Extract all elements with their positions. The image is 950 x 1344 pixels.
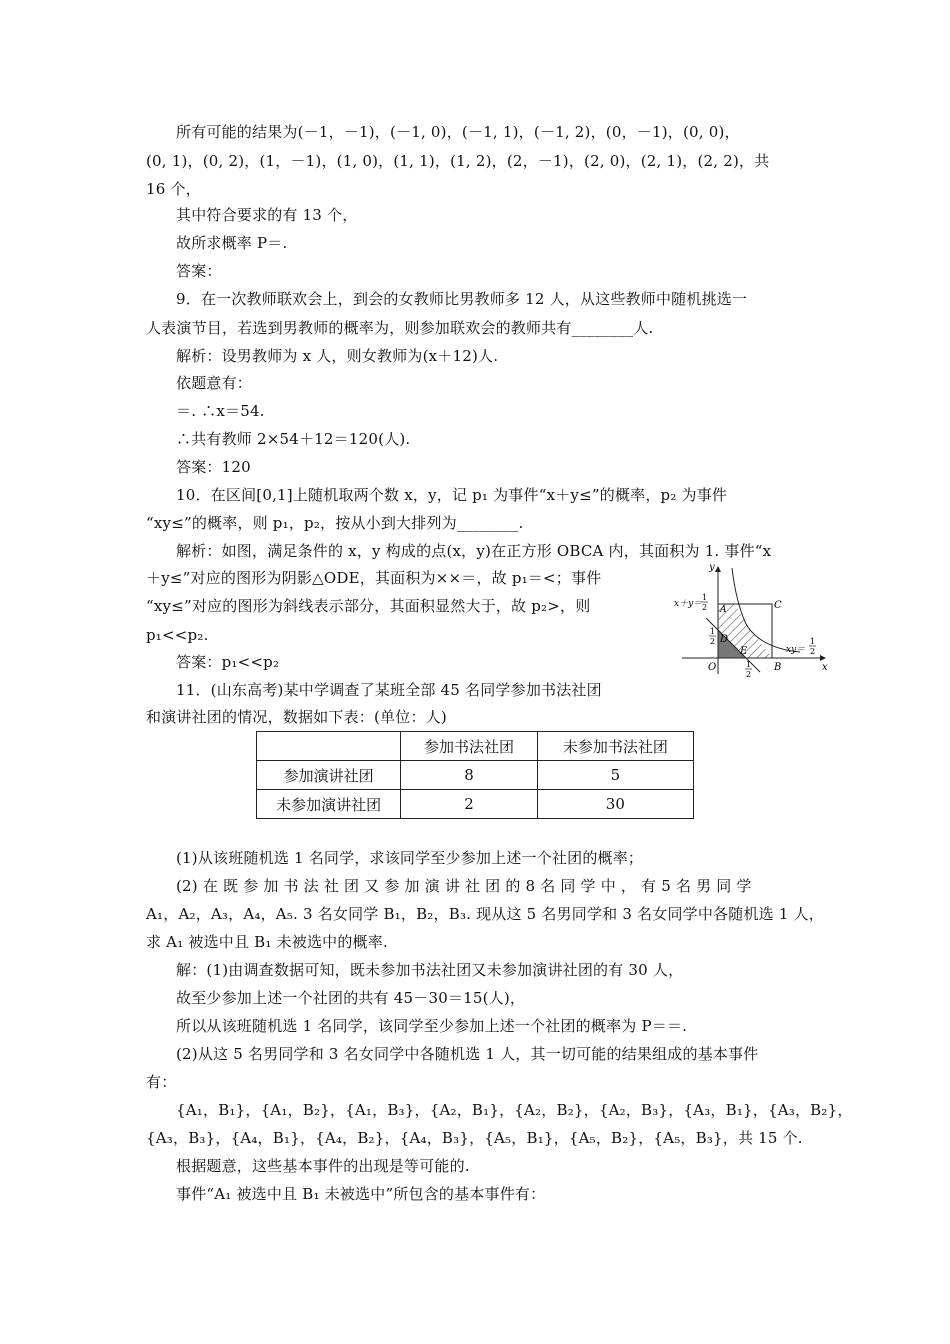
fraction-numerator: 1 <box>702 593 708 602</box>
fraction-denominator: 2 <box>710 637 716 646</box>
text-line: A₁，A₂，A₃，A₄，A₅. 3 名女同学 B₁，B₂，B₃. 现从这 5 名男同学和 3 名女同学中各随机选 1 人， <box>146 905 824 923</box>
fraction-numerator: 1 <box>746 660 752 669</box>
text-line: (2) 在 既 参 加 书 法 社 团 又 参 加 演 讲 社 团 的 8 名 同 学 中 ， 有 5 名 男 同 学 <box>176 877 752 895</box>
fraction-numerator: 1 <box>810 637 816 646</box>
text-line: 故所求概率 P＝. <box>176 234 288 252</box>
text-line: 答案：p₁<<p₂ <box>176 653 280 671</box>
text-line: 其中符合要求的有 13 个， <box>176 206 358 224</box>
table-cell: 未参加演讲社团 <box>257 790 401 819</box>
origin-label: O <box>708 662 717 673</box>
fraction-numerator: 1 <box>710 627 716 636</box>
line-label: x＋y＝ <box>674 599 703 609</box>
y-axis-arrow-icon <box>715 566 721 572</box>
text-line: 答案：120 <box>176 458 251 476</box>
table-cell: 30 <box>537 790 693 819</box>
text-line: {A₁，B₁}，{A₁，B₂}，{A₁，B₃}，{A₂，B₁}，{A₂，B₂}，{A₂，B₃}，{A₃，B₁}，{A₃，B₂}， <box>176 1101 853 1119</box>
unit-square-figure <box>674 562 834 680</box>
text-line: 解析：如图，满足条件的 x，y 构成的点(x，y)在正方形 OBCA 内，其面积为 1. 事件“x <box>176 542 772 560</box>
point-B-label: B <box>774 662 782 673</box>
text-line: “xy≤”的概率，则 p₁，p₂，按从小到大排列为________. <box>146 514 524 532</box>
text-line: 求 A₁ 被选中且 B₁ 未被选中的概率. <box>146 933 388 951</box>
text-line: 故至少参加上述一个社团的共有 45－30＝15(人)， <box>176 989 526 1007</box>
text-line: ∴共有教师 2×54＋12＝120(人). <box>176 430 411 448</box>
text-line: (0, 1)，(0, 2)，(1，－1)，(1, 0)，(1, 1)，(1, 2)，(2，－1)，(2, 0)，(2, 1)，(2, 2)，共 <box>146 152 770 170</box>
x-label: x <box>822 662 828 673</box>
point-D-label: D <box>720 634 729 645</box>
table-header-row <box>257 732 694 761</box>
curve-label: xy＝ <box>786 645 806 655</box>
club-participation-table <box>256 731 694 819</box>
point-C-label: C <box>774 600 782 611</box>
text-line: 依题意有： <box>176 374 253 392</box>
text-line: (1)从该班随机选 1 名同学，求该同学至少参加上述一个社团的概率； <box>176 849 644 867</box>
text-line: 答案： <box>176 262 222 280</box>
table-header-cell: 未参加书法社团 <box>537 732 693 761</box>
table-row <box>257 790 694 819</box>
table-cell: 2 <box>401 790 537 819</box>
fraction-denominator: 2 <box>702 603 708 612</box>
text-line: 和演讲社团的情况，数据如下表：(单位：人) <box>146 708 447 726</box>
fraction-denominator: 2 <box>810 647 816 656</box>
table-row <box>257 761 694 790</box>
table-cell: 参加演讲社团 <box>257 761 401 790</box>
text-line: 有： <box>146 1073 177 1091</box>
text-line: “xy≤”对应的图形为斜线表示部分，其面积显然大于，故 p₂>，则 <box>146 597 591 615</box>
text-line: (2)从这 5 名男同学和 3 名女同学中各随机选 1 人，其一切可能的结果组成的基本事件 <box>176 1045 759 1063</box>
table-header-cell: 参加书法社团 <box>401 732 537 761</box>
table-cell: 8 <box>401 761 537 790</box>
text-line: 人表演节目，若选到男教师的概率为，则参加联欢会的教师共有________人. <box>146 319 654 337</box>
question-11: 11．(山东高考)某中学调查了某班全部 45 名同学参加书法社团 <box>176 681 602 699</box>
text-line: 事件“A₁ 被选中且 B₁ 未被选中”所包含的基本事件有： <box>176 1185 546 1203</box>
text-line: 解：(1)由调查数据可知，既未参加书法社团又未参加演讲社团的有 30 人， <box>176 961 684 979</box>
text-line: 16 个， <box>146 180 201 198</box>
x-axis-arrow-icon <box>820 655 826 661</box>
text-line: {A₃，B₃}，{A₄，B₁}，{A₄，B₂}，{A₄，B₃}，{A₅，B₁}，{A₅，B₂}，{A₅，B₃}，共 15 个. <box>146 1129 803 1147</box>
y-label: y <box>709 562 715 573</box>
question-10: 10．在区间[0,1]上随机取两个数 x，y，记 p₁ 为事件“x＋y≤”的概率，p₂ 为事件 <box>176 486 728 504</box>
text-line: 解析：设男教师为 x 人，则女教师为(x＋12)人. <box>176 347 499 365</box>
table-cell: 5 <box>537 761 693 790</box>
table-header-cell <box>257 732 401 761</box>
text-line: 所以从该班随机选 1 名同学，该同学至少参加上述一个社团的概率为 P＝＝. <box>176 1017 688 1035</box>
point-E-label: E <box>740 646 748 657</box>
point-A-label: A <box>720 605 727 615</box>
text-line: p₁<<p₂. <box>146 626 209 644</box>
text-line: 所有可能的结果为(－1，－1)，(－1, 0)，(－1, 1)，(－1, 2)，(0，－1)，(0, 0)， <box>176 123 740 141</box>
question-9: 9．在一次教师联欢会上，到会的女教师比男教师多 12 人，从这些教师中随机挑选一 <box>176 290 748 308</box>
text-line: 根据题意，这些基本事件的出现是等可能的. <box>176 1157 470 1175</box>
text-line: ＋y≤”对应的图形为阴影△ODE，其面积为××＝，故 p₁＝<；事件 <box>146 569 602 587</box>
text-line: ＝. ∴x＝54. <box>176 402 265 420</box>
fraction-denominator: 2 <box>746 670 752 679</box>
